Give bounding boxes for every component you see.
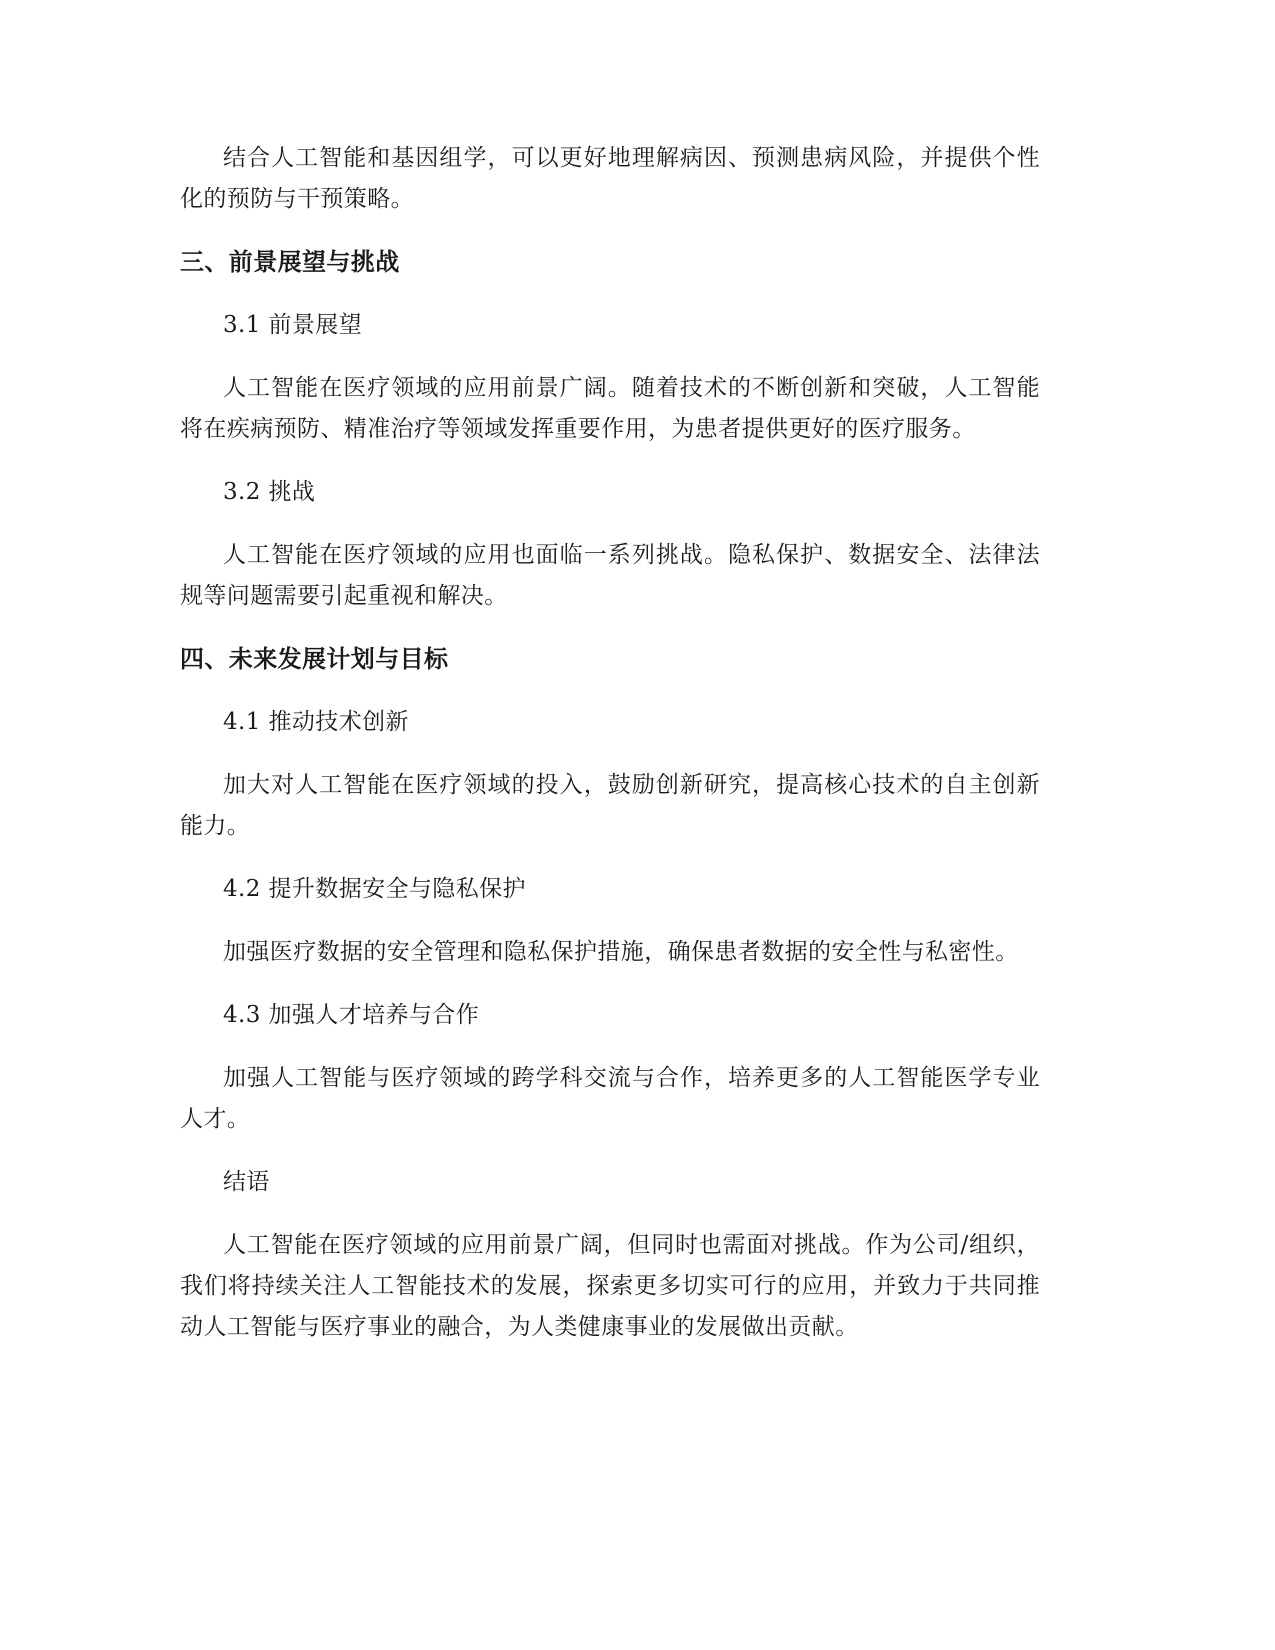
section-heading-future-plans: 四、未来发展计划与目标	[180, 645, 449, 673]
paragraph-challenges: 人工智能在医疗领域的应用也面临一系列挑战。隐私保护、数据安全、法律法规等问题需要引起重视和解决。	[180, 542, 1040, 609]
section-heading-outlook: 三、前景展望与挑战	[180, 248, 400, 276]
subheading-challenges: 3.2 挑战	[223, 479, 316, 505]
paragraph-talent: 加强人工智能与医疗领域的跨学科交流与合作，培养更多的人工智能医学专业人才。	[180, 1065, 1040, 1132]
document-page	[180, 138, 1040, 1370]
paragraph-data-security: 加强医疗数据的安全管理和隐私保护措施，确保患者数据的安全性与私密性。	[223, 939, 1019, 965]
paragraph-outlook: 人工智能在医疗领域的应用前景广阔。随着技术的不断创新和突破，人工智能将在疾病预防、精准治疗等领域发挥重要作用，为患者提供更好的医疗服务。	[180, 375, 1040, 442]
subheading-innovation: 4.1 推动技术创新	[223, 709, 409, 735]
paragraph-innovation: 加大对人工智能在医疗领域的投入，鼓励创新研究，提高核心技术的自主创新能力。	[180, 772, 1040, 839]
paragraph-conclusion: 人工智能在医疗领域的应用前景广阔，但同时也需面对挑战。作为公司/组织，我们将持续关注人工智能技术的发展，探索更多切实可行的应用，并致力于共同推动人工智能与医疗事业的融合，为人类健康事业的发展做出贡献。	[180, 1232, 1040, 1340]
subheading-data-security: 4.2 提升数据安全与隐私保护	[223, 876, 526, 902]
subheading-talent: 4.3 加强人才培养与合作	[223, 1002, 480, 1028]
subheading-conclusion: 结语	[223, 1169, 270, 1195]
paragraph-genomics: 结合人工智能和基因组学，可以更好地理解病因、预测患病风险，并提供个性化的预防与干预策略。	[180, 145, 1040, 212]
subheading-outlook: 3.1 前景展望	[223, 312, 363, 338]
